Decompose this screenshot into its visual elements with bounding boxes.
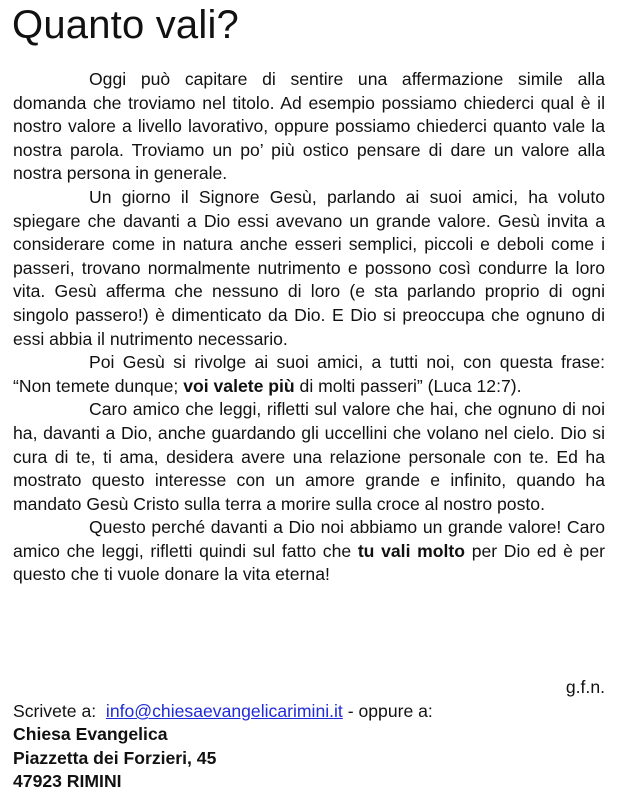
or-label: - oppure a: <box>347 701 433 721</box>
author-signature: g.f.n. <box>565 677 605 697</box>
paragraph-1: Oggi può capitare di sentire una affermazione simile alla domanda che troviamo nel titolo. Ad esempio possiamo chiederci qual è il nostro valore a livello lavorativo, oppure possiamo chiederci quanto vale la nostra parola. Troviamo un po’ più ostico pensare di dare un valore alla nostra persona in generale. <box>13 69 605 184</box>
street-address: Piazzetta dei Forzieri, 45 <box>13 747 217 768</box>
city-line: 47923 RIMINI <box>13 771 122 792</box>
email-link[interactable]: info@chiesaevangelicarimini.it <box>105 701 343 721</box>
contact-block <box>13 700 609 794</box>
org-name: Chiesa Evangelica <box>13 724 168 745</box>
contact-write-line <box>13 700 609 723</box>
paragraph-5-text-end: per Dio ed è per questo che ti vuole donare la vita eterna! <box>13 540 605 585</box>
paragraph-5 <box>13 516 605 587</box>
article-body <box>13 68 605 587</box>
paragraph-3-text-end: di molti passeri” (Luca 12:7). <box>294 375 522 396</box>
paragraph-3-emphasis: voi valete più <box>183 375 295 396</box>
paragraph-3-text-start: Poi Gesù si rivolge ai suoi amici, a tutti noi, con questa frase: “Non temete dunque; <box>13 352 605 396</box>
page-title: Quanto vali? <box>12 3 239 47</box>
paragraph-2: Un giorno il Signore Gesù, parlando ai suoi amici, ha voluto spiegare che davanti a Dio essi avevano un grande valore. Gesù invita a considerare come in natura anche esseri semplici, piccoli e deboli come i passeri, trovano normalmente nutrimento e possono così condurre la loro vita. Gesù afferma che nessuno di loro (e sta parlando proprio di ogni singolo passero!) è dimenticato da Dio. E Dio si preoccupa che ognuno di essi abbia il nutrimento necessario. <box>13 186 605 349</box>
paragraph-4: Caro amico che leggi, rifletti sul valore che hai, che ognuno di noi ha, davanti a Dio, anche guardando gli uccellini che volano nel cielo. Dio si cura di te, ti ama, desidera avere una relazione personale con te. Ed ha mostrato questo interesse con un amore grande e infinito, quando ha mandato Gesù Cristo sulla terra a morire sulla croce al nostro posto. <box>13 399 605 514</box>
write-label: Scrivete a: <box>13 701 97 721</box>
paragraph-3 <box>13 351 605 398</box>
paragraph-5-emphasis: tu vali molto <box>357 540 466 561</box>
paragraph-5-text-start: Questo perché davanti a Dio noi abbiamo un grande valore! Caro amico che leggi, rifletti quindi sul fatto che <box>13 517 605 561</box>
